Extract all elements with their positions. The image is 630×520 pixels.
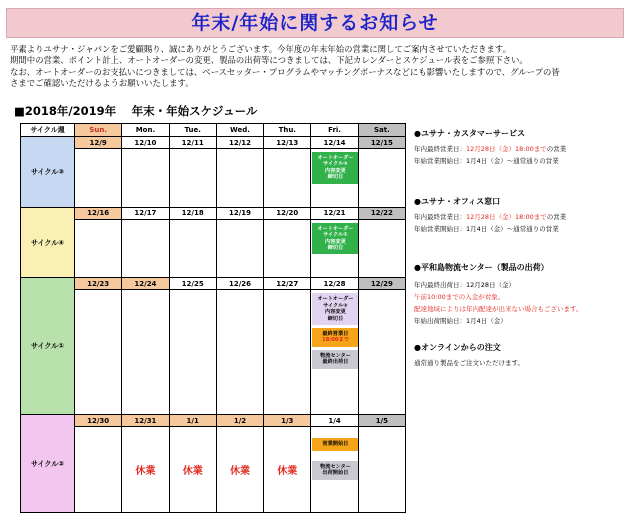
date-cell: 12/16 — [75, 207, 122, 219]
day-cell — [216, 219, 263, 278]
logistics-block — [414, 262, 626, 327]
schedule-title: ■2018年/2019年 年末・年始スケジュール — [14, 104, 258, 118]
date-cell: 12/26 — [216, 278, 263, 290]
event-line: 内容変更 — [325, 167, 346, 174]
date-cell: 12/14 — [311, 137, 358, 149]
online-order-title: ●オンラインからの注文 — [414, 343, 501, 352]
day-cell — [358, 427, 405, 513]
day-cell — [264, 290, 311, 415]
event-line: 出荷開始日 — [322, 470, 349, 477]
logistics-line: 年内最終出荷日：12月28日（金） — [414, 281, 516, 289]
info-text-red: 12月28日（金）18:00まで — [466, 213, 547, 221]
date-cell: 12/18 — [169, 207, 216, 219]
autoorder-deadline-event — [312, 152, 358, 184]
intro-line: 平素よりユサナ・ジャパンをご愛顧賜り、誠にありがとうございます。今年度の年末年始の営業に関してご案内させていただきます。 — [10, 44, 511, 54]
event-line: サイクル② — [323, 302, 348, 309]
date-cell: 12/10 — [122, 137, 169, 149]
day-header-mon: Mon. — [122, 124, 169, 137]
last-business-day-event — [312, 328, 358, 347]
day-cell — [75, 219, 122, 278]
event-line: サイクル② — [323, 161, 348, 168]
date-cell: 12/23 — [75, 278, 122, 290]
event-line: 最終営業日 — [322, 331, 349, 338]
date-cell: 12/28 — [311, 278, 358, 290]
date-cell: 12/11 — [169, 137, 216, 149]
intro-text — [10, 44, 622, 90]
office-line — [414, 211, 626, 223]
day-cell — [311, 149, 358, 208]
day-header-fri: Fri. — [311, 124, 358, 137]
day-header-sat: Sat. — [358, 124, 405, 137]
day-cell — [75, 290, 122, 415]
day-cell — [358, 219, 405, 278]
day-cell — [311, 427, 358, 513]
event-line: 内容変更 — [325, 238, 346, 245]
date-row — [21, 278, 406, 290]
logistics-line-red: 午前10:00までの入金が対象。 — [414, 293, 505, 301]
date-cell: 12/12 — [216, 137, 263, 149]
business-start-event — [312, 438, 358, 450]
day-cell — [75, 149, 122, 208]
info-text: の営業 — [546, 145, 567, 153]
event-line: 締切日 — [327, 174, 344, 181]
day-header-tue: Tue. — [169, 124, 216, 137]
info-text-red: 12月28日（金）18:00まで — [466, 145, 547, 153]
cycle-week-header: サイクル週 — [21, 124, 75, 137]
holiday-label: 休業 — [169, 427, 216, 513]
date-cell: 12/13 — [264, 137, 311, 149]
day-cell — [122, 149, 169, 208]
day-header-thu: Thu. — [264, 124, 311, 137]
date-cell: 12/21 — [311, 207, 358, 219]
customer-service-title: ●ユサナ・カスタマーサービス — [414, 129, 525, 138]
shipping-start-event — [312, 461, 358, 480]
date-cell: 12/29 — [358, 278, 405, 290]
day-cell — [169, 290, 216, 415]
last-shipping-day-event — [312, 350, 358, 369]
holiday-label: 休業 — [264, 427, 311, 513]
date-cell: 1/5 — [358, 415, 405, 427]
day-cell — [216, 290, 263, 415]
logistics-line-red: 配達地域によりは年内配達が出来ない場合もございます。 — [414, 305, 583, 313]
info-text: 年内最終営業日： — [414, 145, 466, 153]
date-cell: 12/15 — [358, 137, 405, 149]
day-header-sun: Sun. — [75, 124, 122, 137]
date-cell: 12/25 — [169, 278, 216, 290]
day-cell — [264, 149, 311, 208]
day-header-wed: Wed. — [216, 124, 263, 137]
event-line: 18:00まで — [321, 337, 349, 344]
customer-service-block — [414, 128, 626, 167]
date-cell: 12/24 — [122, 278, 169, 290]
day-cell — [358, 149, 405, 208]
date-row — [21, 137, 406, 149]
cycle-label: サイクル① — [21, 278, 75, 415]
day-cell — [311, 290, 358, 415]
date-cell: 1/2 — [216, 415, 263, 427]
event-line: オートオーダー — [317, 225, 354, 232]
cycle-label: サイクル② — [21, 415, 75, 513]
event-line: 内容変更 — [325, 309, 346, 316]
intro-line: 期間中の営業、ポイント計上、オートオーダーの変更、製品の出荷等につきましては、下記カレンダーとスケジュール表をご参照下さい。 — [10, 55, 528, 66]
day-cell — [122, 219, 169, 278]
date-cell: 12/9 — [75, 137, 122, 149]
page-title: 年末/年始に関するお知らせ — [6, 8, 624, 38]
online-order-line: 通常通り製品をご注文いただけます。 — [414, 359, 524, 367]
day-cell — [169, 219, 216, 278]
office-block — [414, 196, 626, 235]
day-cell — [311, 219, 358, 278]
office-line: 年始営業開始日：1月4日（金）～通常通りの営業 — [414, 225, 559, 233]
customer-service-line: 年始営業開始日：1月4日（金）～通常通りの営業 — [414, 157, 559, 165]
autoorder-deadline-event — [312, 223, 358, 255]
event-line: サイクル① — [323, 232, 348, 239]
day-cell — [169, 149, 216, 208]
logistics-line: 年始出荷開始日：1月4日（金） — [414, 317, 507, 325]
date-cell: 12/27 — [264, 278, 311, 290]
event-line: 物流センター — [319, 463, 351, 470]
cycle-label: サイクル④ — [21, 207, 75, 278]
event-line: 締切日 — [327, 244, 344, 251]
event-line: オートオーダー — [317, 296, 354, 303]
cycle-label: サイクル③ — [21, 137, 75, 208]
event-line: 最終出荷日 — [322, 359, 349, 366]
intro-line: なお、オートオーダーのお支払いにつきましては、ベースセッター・プログラムやマッチングボーナスなどにも影響いたしますので、グループの皆 — [10, 66, 560, 77]
date-row — [21, 207, 406, 219]
autoorder-deadline-event — [312, 293, 358, 325]
holiday-label: 休業 — [216, 427, 263, 513]
day-cell — [264, 219, 311, 278]
schedule-calendar — [20, 123, 406, 513]
event-line: オートオーダー — [317, 155, 354, 161]
logistics-title: ●平和島物流センター（製品の出荷） — [414, 263, 549, 272]
event-line: 物流センター — [319, 352, 351, 359]
info-text: 年内最終営業日： — [414, 213, 466, 221]
week-body-row — [21, 427, 406, 513]
day-cell — [75, 427, 122, 513]
day-cell — [216, 149, 263, 208]
office-title: ●ユサナ・オフィス窓口 — [414, 197, 501, 206]
day-cell — [122, 290, 169, 415]
date-cell: 1/4 — [311, 415, 358, 427]
date-row — [21, 415, 406, 427]
date-cell: 1/3 — [264, 415, 311, 427]
event-line: 営業開始日 — [322, 441, 349, 448]
date-cell: 12/31 — [122, 415, 169, 427]
date-cell: 12/22 — [358, 207, 405, 219]
date-cell: 12/30 — [75, 415, 122, 427]
online-order-block — [414, 342, 626, 369]
week-body-row — [21, 219, 406, 278]
customer-service-line — [414, 143, 626, 155]
week-body-row — [21, 290, 406, 415]
info-text: の営業 — [546, 213, 567, 221]
date-cell: 12/20 — [264, 207, 311, 219]
week-body-row — [21, 149, 406, 208]
date-cell: 1/1 — [169, 415, 216, 427]
holiday-label: 休業 — [122, 427, 169, 513]
day-cell — [358, 290, 405, 415]
intro-line: さまでご確認いただけるようお願いいたします。 — [10, 78, 194, 89]
calendar-header-row — [21, 124, 406, 137]
date-cell: 12/19 — [216, 207, 263, 219]
event-line: 締切日 — [327, 315, 344, 322]
date-cell: 12/17 — [122, 207, 169, 219]
